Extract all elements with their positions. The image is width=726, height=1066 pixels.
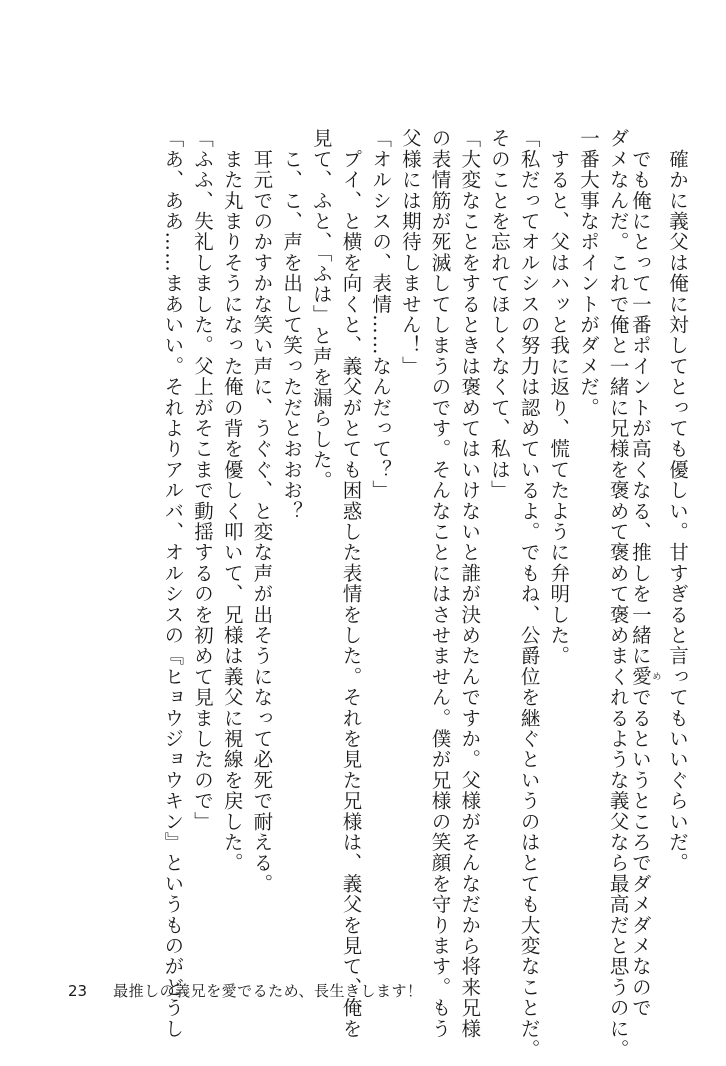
text-line: 「オルシスの、表情……なんだって？」 xyxy=(369,128,393,501)
ruby-base: 愛 xyxy=(628,666,652,687)
text-line-with-ruby xyxy=(628,128,661,1019)
text-line: 「大変なことをするときは褒めてはいけないと誰が決めたんですか。父様がそんなだから将来兄様 xyxy=(458,128,482,1039)
text-line: 一番大事なポイントがダメだ。 xyxy=(576,128,600,418)
text-line: 「私だってオルシスの努力は認めているよ。でもね、公爵位を継ぐというのはとても大変なことだ。 xyxy=(517,128,541,1060)
text-line: すると、父はハッと我に返り、慌てたように弁明した。 xyxy=(547,128,571,667)
text-line: ダメなんだ。これで俺と一緒に兄様を褒めて褒めて褒めまくれるような義父なら最高だと思うのに。 xyxy=(606,128,630,1060)
text-segment: でるというところでダメダメなので xyxy=(628,686,652,1019)
text-line: の表情筋が死滅してしまうのです。そんなことにはさせません。僕が兄様の笑顔を守ります。もう xyxy=(428,128,452,1039)
ruby-annotation xyxy=(628,666,661,687)
page-footer xyxy=(68,980,423,1001)
text-line: また丸まりそうになった俺の背を優しく叩いて、兄様は義父に視線を戻した。 xyxy=(220,128,244,874)
text-line: こ、こ、声を出して笑っただとおおお？ xyxy=(280,128,304,522)
text-line: そのことを忘れてほしくなくて、私は」 xyxy=(487,128,511,501)
page-number: 23 xyxy=(68,982,88,1000)
running-title: 最推しの義兄を愛でるため、長生きします！ xyxy=(113,982,423,1000)
text-line: 見て、ふと、「ふは」と声を漏らした。 xyxy=(309,128,333,491)
text-line: 「あ、ああ……まあいい。それよりアルバ、オルシスの『ヒョウジョウキン』というものがどうし xyxy=(161,128,185,1039)
ruby-reading: め xyxy=(650,666,661,687)
text-line: プイ、と横を向くと、義父がとても困惑した表情をした。それを見た兄様は、義父を見て、俺を xyxy=(339,128,363,1039)
text-line: 耳元でのかすかな笑い声に、うぐぐ、と変な声が出そうになって必死で耐える。 xyxy=(250,128,274,894)
text-segment: でも俺にとって一番ポイントが高くなる、推しを一緒に xyxy=(628,128,652,667)
text-line: 「ふふ、失礼しました。父上がそこまで動揺するのを初めて見ましたので」 xyxy=(191,128,214,832)
text-line: 確かに義父は俺に対してとっても優しい。甘すぎると言ってもいいぐらいだ。 xyxy=(666,128,689,874)
text-line: 父様には期待しません！」 xyxy=(398,128,422,377)
